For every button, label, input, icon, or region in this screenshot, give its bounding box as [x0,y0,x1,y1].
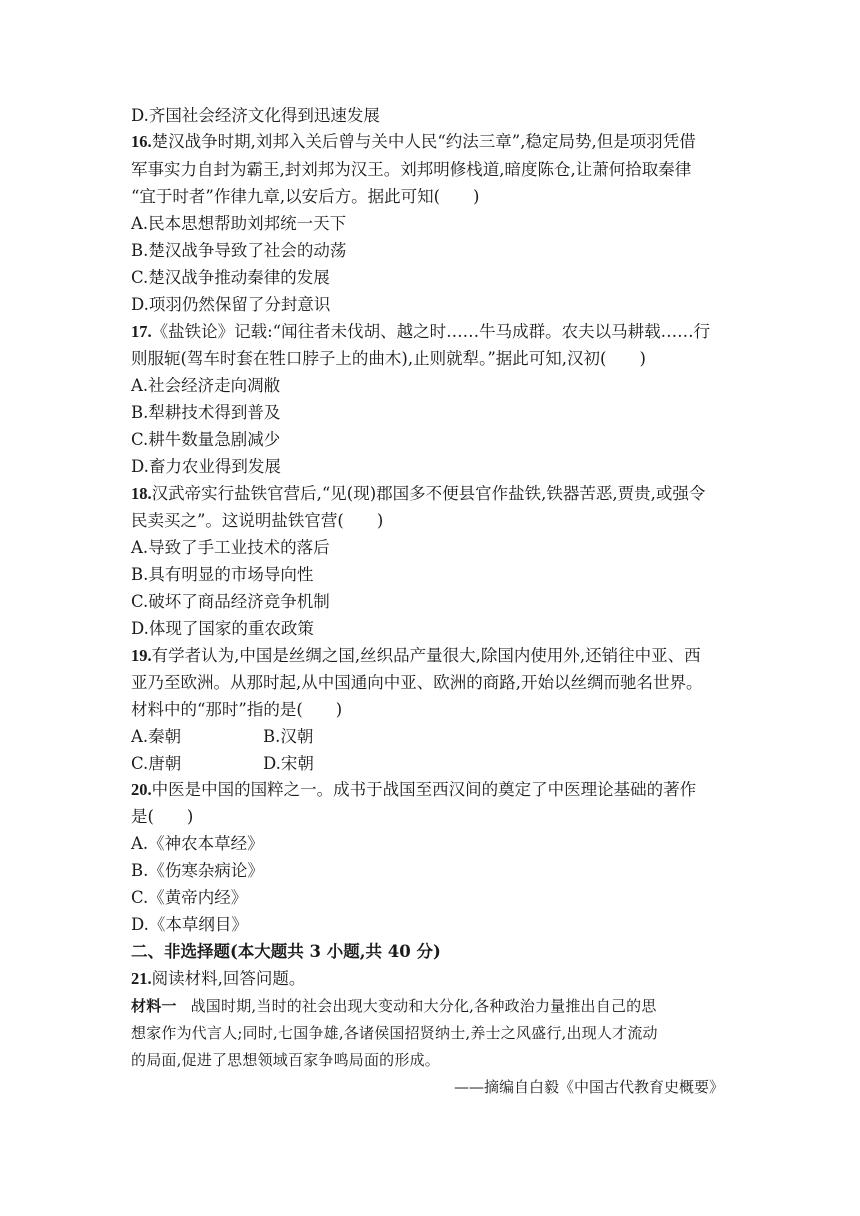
material-1-source: ——摘编自白毅《中国古代教育史概要》 [453,1078,724,1096]
q19-stem-line-2: 亚乃至欧洲。从那时起,从中国通向中亚、欧洲的商路,开始以丝绸而驰名世界。 [131,673,703,692]
q18-option-a: A.导致了手工业技术的落后 [131,538,330,557]
q16-option-d: D.项羽仍然保留了分封意识 [131,295,331,314]
q17-number: 17. [131,322,152,341]
q16-stem-line-2: 军事实力自封为霸王,封刘邦为汉王。刘邦明修栈道,暗度陈仓,让萧何拾取秦律 [131,160,692,179]
q20-option-c: C.《黄帝内经》 [131,888,248,907]
q17-option-a: A.社会经济走向凋敝 [131,376,281,395]
q19-option-d: D.宋朝 [263,754,314,773]
q16-number: 16. [131,132,152,151]
q16-option-b: B.楚汉战争导致了社会的动荡 [131,241,347,260]
q18-stem-line-2: 民卖买之”。这说明盐铁官营( ) [131,511,384,530]
q18-option-c: C.破坏了商品经济竞争机制 [131,592,330,611]
q19-option-a: A.秦朝 [131,727,182,746]
q19-option-b: B.汉朝 [263,727,314,746]
q18-number: 18. [131,484,152,503]
q17-stem-line-1: 17.《盐铁论》记载:“闻往者未伐胡、越之时……牛马成群。农夫以马耕载……行 [131,322,711,341]
q19-stem-line-3: 材料中的“那时”指的是( ) [131,700,343,719]
q18-option-d: D.体现了国家的重农政策 [131,619,314,638]
q21-stem: 21.阅读材料,回答问题。 [131,969,306,988]
q19-number: 19. [131,646,152,665]
q17-option-c: C.耕牛数量急剧减少 [131,430,281,449]
section-title-non-choice: 二、非选择题(本大题共 3 小题,共 40 分) [131,942,441,961]
q16-stem-line-3: “宜于时者”作律九章,以安后方。据此可知( ) [131,187,480,206]
q17-stem-line-2: 则服轭(驾车时套在牲口脖子上的曲木),止则就犁。”据此可知,汉初( ) [131,349,646,368]
q17-option-d: D.畜力农业得到发展 [131,457,281,476]
q21-number: 21. [131,969,152,988]
q16-stem-line-1: 16.楚汉战争时期,刘邦入关后曾与关中人民“约法三章”,稳定局势,但是项羽凭借 [131,132,696,151]
q20-stem-line-1: 20.中医是中国的国粹之一。成书于战国至西汉间的奠定了中医理论基础的著作 [131,780,697,799]
q18-stem-line-1: 18.汉武帝实行盐铁官营后,“见(现)郡国多不便县官作盐铁,铁器苦恶,贾贵,或强令 [131,484,706,503]
q19-options-row-2 [131,751,731,777]
material-1-line-3: 的局面,促进了思想领域百家争鸣局面的形成。 [131,1051,440,1069]
material-1-line-2: 想家作为代言人;同时,七国争雄,各诸侯国招贤纳士,养士之风盛行,出现人才流动 [131,1024,658,1042]
q20-option-b: B.《伤寒杂病论》 [131,861,264,880]
material-1-label: 材料一 [131,997,177,1015]
q20-option-d: D.《本草纲目》 [131,915,248,934]
material-1-line-1: 材料一 战国时期,当时的社会出现大变动和大分化,各种政治力量推出自己的思 [131,997,657,1015]
q19-stem-line-1: 19.有学者认为,中国是丝绸之国,丝织品产量很大,除国内使用外,还销往中亚、西 [131,646,701,665]
q20-option-a: A.《神农本草经》 [131,834,264,853]
q20-stem-line-2: 是( ) [131,807,194,826]
q16-option-a: A.民本思想帮助刘邦统一天下 [131,214,347,233]
q19-option-c: C.唐朝 [131,754,182,773]
q15-option-d: D.齐国社会经济文化得到迅速发展 [131,106,380,125]
q17-option-b: B.犁耕技术得到普及 [131,403,281,422]
q16-option-c: C.楚汉战争推动秦律的发展 [131,268,330,287]
q20-number: 20. [131,780,152,799]
q18-option-b: B.具有明显的市场导向性 [131,565,314,584]
q19-options-row-1 [131,724,731,750]
